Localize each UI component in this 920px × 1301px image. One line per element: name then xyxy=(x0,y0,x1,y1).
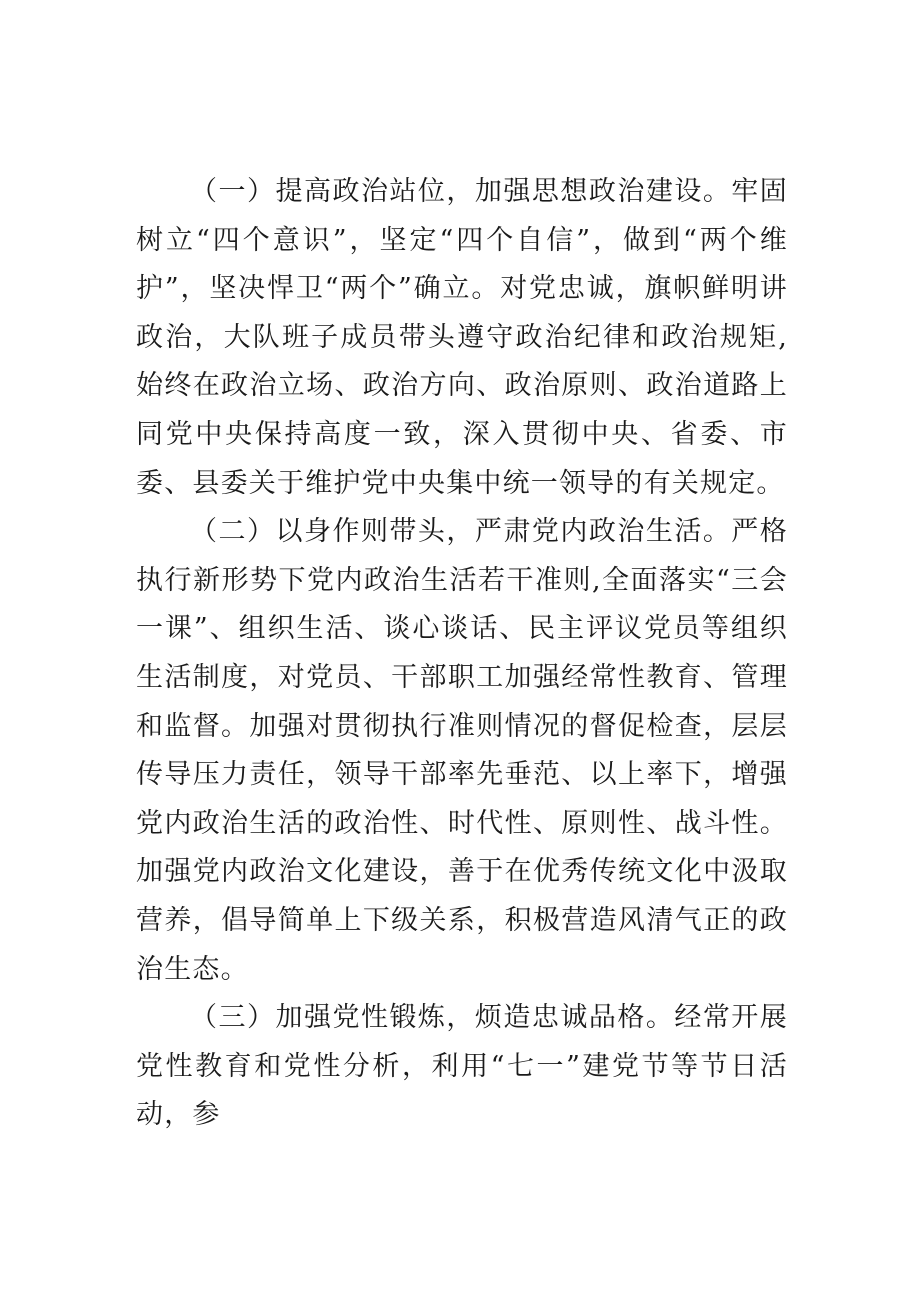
paragraph-section-2: （二）以身作则带头，严肃党内政治生活。严格执行新形势下党内政治生活若干准则,全面落实“三会一课”、组织生活、谈心谈话、民主评议党员等组织生活制度，对党员、干部职工加强经常性教育、管理和监督。加强对贯彻执行准则情况的督促检查，层层传导压力责任，领导干部率先垂范、以上率下，增强党内政治生活的政治性、时代性、原则性、战斗性。加强党内政治文化建设，善于在优秀传统文化中汲取营养，倡导简单上下级关系，积极营造风清气正的政治生态。 xyxy=(136,516,788,985)
paragraph-section-3: （三）加强党性锻炼，烦造忠诚品格。经常开展党性教育和党性分析，利用“七一”建党节等节日活动，参 xyxy=(136,1002,788,1131)
paragraph-section-1: （一）提高政治站位，加强思想政治建设。牢固树立“四个意识”，坚定“四个自信”，做到“两个维护”，坚决悍卫“两个”确立。对党忠诚，旗帜鲜明讲政治，大队班子成员带头遵守政治纪律和政治规矩,始终在政治立场、政治方向、政治原则、政治道路上同党中央保持高度一致，深入贯彻中央、省委、市委、县委关于维护党中央集中统一领导的有关规定。 xyxy=(136,176,788,499)
document-body xyxy=(136,168,788,1140)
